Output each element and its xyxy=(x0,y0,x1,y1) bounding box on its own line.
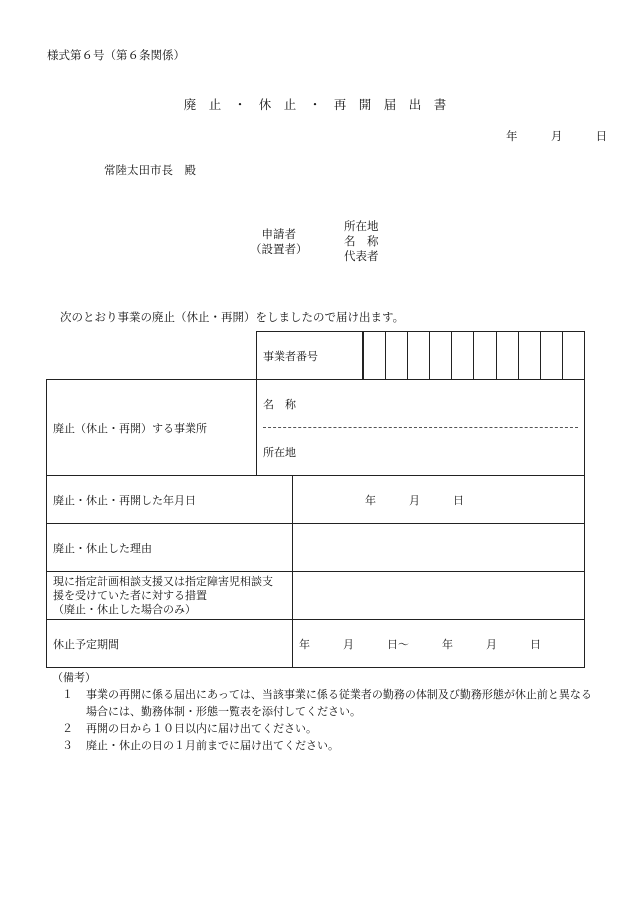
business-number-digit[interactable] xyxy=(407,332,429,379)
note-text: 再開の日から１０日以内に届け出てください。 xyxy=(86,722,317,735)
business-number-digit[interactable] xyxy=(451,332,473,379)
note-number: ２ xyxy=(62,722,73,735)
applicant-address-label: 所在地 xyxy=(344,219,379,233)
document-title: 廃 止 ・ 休 止 ・ 再 開 届 出 書 xyxy=(183,97,447,112)
facility-label: 廃止（休止・再開）する事業所 xyxy=(47,380,257,476)
business-number-label: 事業者番号 xyxy=(257,332,363,380)
business-number-row xyxy=(47,332,585,380)
business-number-input[interactable] xyxy=(363,332,585,380)
business-number-digit[interactable] xyxy=(429,332,451,379)
submission-date xyxy=(506,128,607,144)
applicant-label-line2: （設置者） xyxy=(250,242,308,256)
applicant-label-line1: 申請者 xyxy=(261,227,296,241)
notes xyxy=(52,669,592,754)
addressee: 常陸太田市長 殿 xyxy=(104,163,196,177)
notification-table xyxy=(46,331,585,668)
date-row xyxy=(47,476,585,524)
suspension-row xyxy=(47,620,585,668)
applicant-representative-label: 代表者 xyxy=(344,249,379,263)
statement: 次のとおり事業の廃止（休止・再開）をしましたので届け出ます。 xyxy=(60,310,405,324)
note-number: １ xyxy=(62,688,73,701)
applicant-label xyxy=(250,227,308,257)
business-number-digit[interactable] xyxy=(562,332,584,379)
business-number-digit[interactable] xyxy=(473,332,495,379)
facility-name-label: 名 称 xyxy=(263,380,578,428)
reason-row xyxy=(47,524,585,572)
business-number-digit[interactable] xyxy=(363,332,385,379)
note-number: ３ xyxy=(62,739,73,752)
note-text: 事業の再開に係る届出にあっては、当該事業に係る従業者の勤務の体制及び勤務形態が休止前と異なる場合には、勤務体制・形態一覧表を添付してください。 xyxy=(86,688,592,718)
date-day: 日 xyxy=(595,129,608,143)
date-year: 年 xyxy=(506,129,518,143)
business-number-digit[interactable] xyxy=(496,332,518,379)
facility-address-label: 所在地 xyxy=(263,445,296,459)
applicant-fields xyxy=(344,219,379,264)
business-number-digit[interactable] xyxy=(540,332,562,379)
reason-label: 廃止・休止した理由 xyxy=(47,524,293,572)
date-row-label: 廃止・休止・再開した年月日 xyxy=(47,476,293,524)
facility-row xyxy=(47,380,585,476)
note-item xyxy=(52,720,592,737)
suspension-label: 休止予定期間 xyxy=(47,620,293,668)
measures-label-line2: 援を受けていた者に対する措置 xyxy=(53,589,207,602)
date-month: 月 xyxy=(550,129,563,143)
note-item xyxy=(52,737,592,754)
measures-value[interactable] xyxy=(293,572,585,620)
business-number-digit[interactable] xyxy=(518,332,540,379)
applicant-name-label: 名 称 xyxy=(344,234,379,248)
form-number: 様式第６号（第６条関係） xyxy=(47,48,185,62)
note-item xyxy=(52,686,592,720)
business-number-digit[interactable] xyxy=(385,332,407,379)
reason-value[interactable] xyxy=(293,524,585,572)
notes-heading: （備考） xyxy=(52,671,96,684)
measures-label-line1: 現に指定計画相談支援又は指定障害児相談支 xyxy=(53,575,273,588)
date-row-value[interactable]: 年 月 日 xyxy=(293,476,585,524)
facility-details[interactable] xyxy=(257,380,585,476)
suspension-value[interactable]: 年 月 日～ 年 月 日 xyxy=(293,620,585,668)
measures-row xyxy=(47,572,585,620)
note-text: 廃止・休止の日の１月前までに届け出てください。 xyxy=(86,739,339,752)
measures-label xyxy=(47,572,293,620)
measures-label-line3: （廃止・休止した場合のみ） xyxy=(53,603,196,616)
